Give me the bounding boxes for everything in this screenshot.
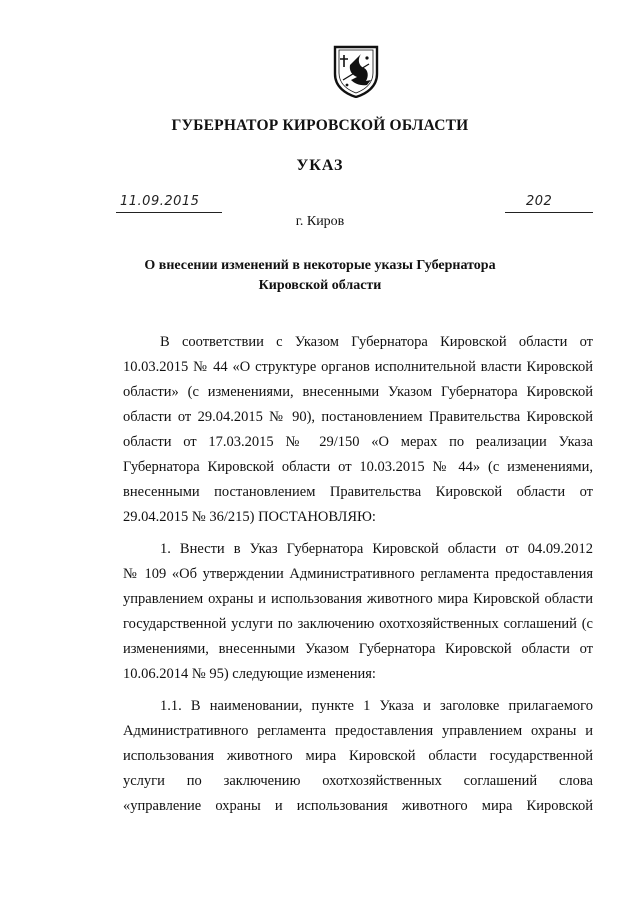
body-line: государственной услуги по заключению охотхозяйственных соглашений (с — [123, 616, 593, 632]
authority-title: ГУБЕРНАТОР КИРОВСКОЙ ОБЛАСТИ — [171, 117, 469, 134]
body-line: услуги по заключению охотхозяйственных соглашений слова — [123, 773, 593, 789]
body-line: области» (с изменениями, внесенными Указом Губернатора Кировской — [123, 384, 593, 400]
document-type: УКАЗ — [296, 157, 344, 174]
body-line: Губернатора Кировской области от 10.03.2015 № 44» (с изменениями, — [123, 459, 593, 475]
date-underline — [116, 212, 222, 213]
body-line: изменениями, внесенными Указом Губернатора Кировской области от — [123, 641, 593, 657]
document-subject — [120, 256, 520, 296]
body-line: 29.04.2015 № 36/215) ПОСТАНОВЛЯЮ: — [123, 509, 376, 525]
subject-line: Кировской области — [258, 278, 382, 293]
body-line: области от 17.03.2015 № 29/150 «О мерах по реализации Указа — [123, 434, 593, 450]
body-line: № 109 «Об утверждении Административного регламента предоставления — [123, 566, 593, 582]
body-line: 10.06.2014 № 95) следующие изменения: — [123, 666, 376, 682]
body-line: 1. Внести в Указ Губернатора Кировской области от 04.09.2012 — [160, 541, 593, 557]
number-underline — [505, 212, 593, 213]
subject-line: О внесении изменений в некоторые указы Губернатора — [144, 258, 496, 273]
body-line: использования животного мира Кировской области государственной — [123, 748, 593, 764]
body-line: управлением охраны и использования животного мира Кировской области — [123, 591, 593, 607]
coat-of-arms-icon — [331, 44, 381, 98]
body-line: Административного регламента предоставления управлением охраны и — [123, 723, 593, 739]
body-line: области от 29.04.2015 № 90), постановлением Правительства Кировской — [123, 409, 593, 425]
body-line: внесенными постановлением Правительства Кировской области от — [123, 484, 593, 500]
body-line: «управление охраны и использования животного мира Кировской — [123, 798, 593, 814]
body-line: 1.1. В наименовании, пункте 1 Указа и заголовке прилагаемого — [160, 698, 593, 714]
issue-city: г. Киров — [295, 214, 345, 229]
body-line: В соответствии с Указом Губернатора Кировской области от — [160, 334, 593, 350]
document-number: 202 — [526, 194, 553, 209]
document-date: 11.09.2015 — [120, 194, 200, 209]
body-line: 10.03.2015 № 44 «О структуре органов исполнительной власти Кировской — [123, 359, 593, 375]
